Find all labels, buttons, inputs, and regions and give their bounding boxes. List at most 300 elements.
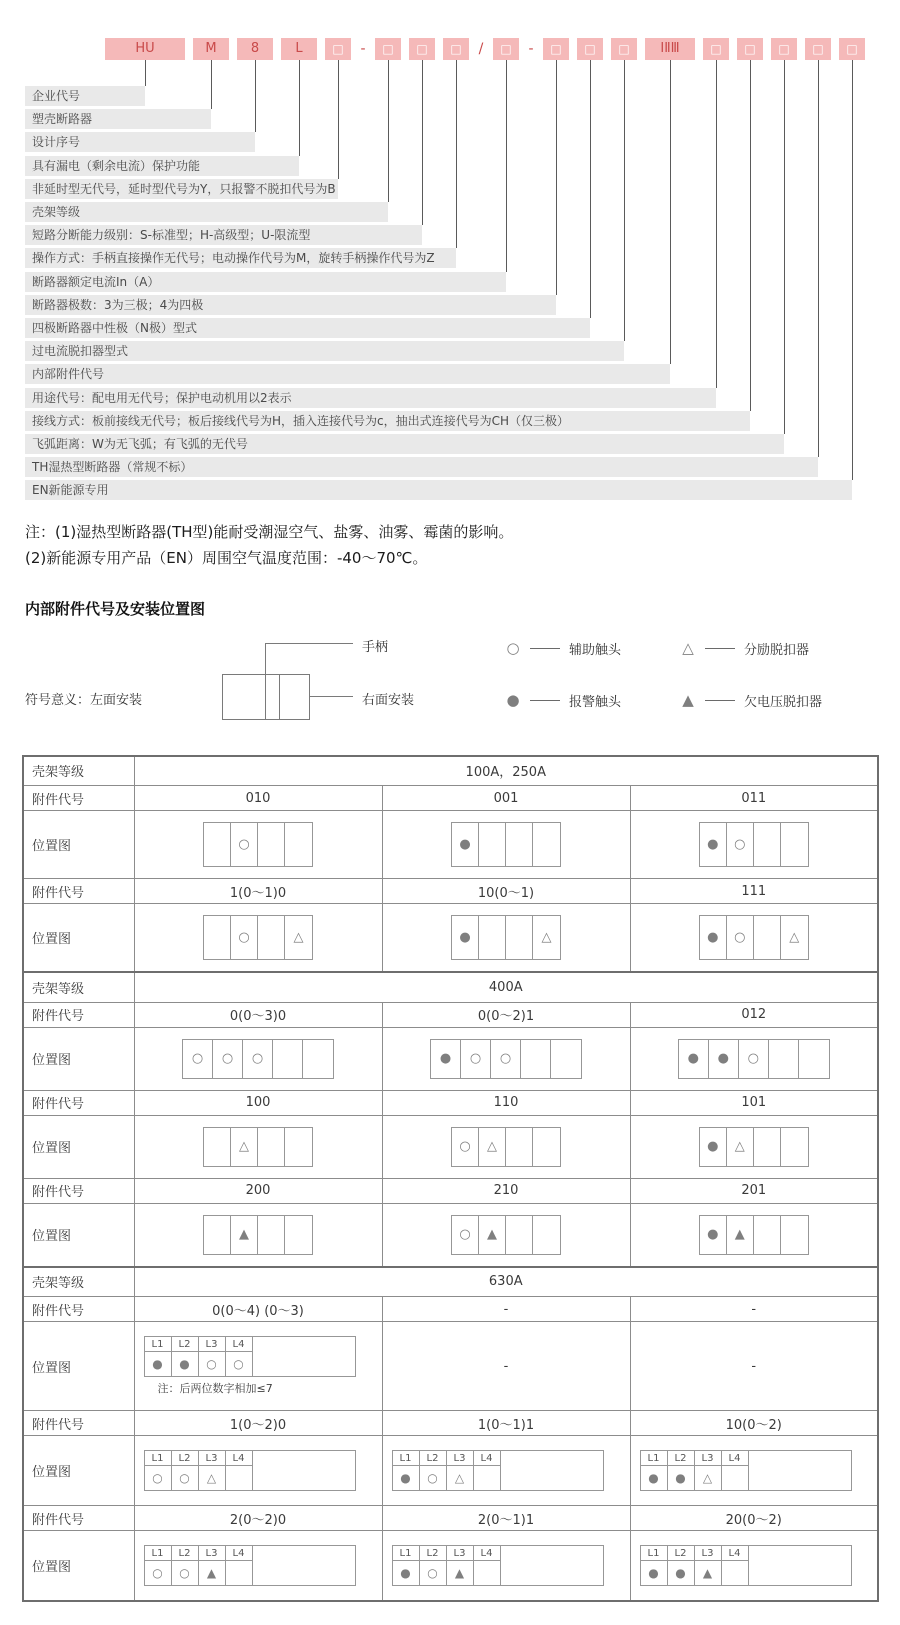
position-header: 位置图 — [23, 1436, 134, 1506]
pole-header: L2 — [668, 1451, 695, 1466]
position-slot — [474, 1561, 501, 1586]
position-slot — [226, 1561, 253, 1586]
aux-contact-symbol: ○ — [747, 1051, 759, 1066]
accessory-code-value: 210 — [382, 1178, 630, 1203]
accessory-code-value: 001 — [382, 786, 630, 811]
aux-contact-symbol: ○ — [459, 1227, 471, 1242]
code-segment-label: 四极断路器中性极（N极）型式 — [25, 318, 590, 338]
accessory-code-header: 附件代号 — [23, 1411, 134, 1436]
position-diagram-cell — [382, 1322, 630, 1411]
position-diagram-labeled — [640, 1450, 852, 1491]
position-diagram-cell — [382, 1027, 630, 1090]
position-diagram — [640, 1450, 852, 1491]
accessory-code-value: 012 — [630, 1002, 878, 1027]
code-segment-label: 断路器极数：3为三极；4为四极 — [25, 295, 556, 315]
position-diagram-labeled — [144, 1450, 356, 1491]
code-separator: - — [360, 41, 366, 57]
undervoltage-release-symbol: ▲ — [682, 691, 694, 709]
position-diagram — [699, 1215, 809, 1255]
position-diagram-cell — [630, 1436, 878, 1506]
alarm-contact-symbol: ● — [707, 1227, 719, 1242]
section-title: 内部附件代号及安装位置图 — [25, 599, 206, 618]
position-slot — [722, 1561, 749, 1586]
accessory-code-value: 110 — [382, 1090, 630, 1115]
position-diagram-cell — [134, 1436, 382, 1506]
position-diagram-cell — [134, 811, 382, 879]
pole-header: L4 — [226, 1546, 253, 1561]
position-slot — [551, 1040, 581, 1078]
code-segment-box: 8 — [237, 38, 273, 60]
position-slot — [506, 1128, 533, 1166]
position-slot — [447, 1561, 474, 1586]
undervoltage-release-symbol: ▲ — [454, 1566, 465, 1580]
accessory-code-header: 附件代号 — [23, 1297, 134, 1322]
legend-dash — [530, 700, 560, 701]
code-segment-box: □ — [611, 38, 637, 60]
code-segment-label: 短路分断能力级别：S-标准型；H-高级型；U-限流型 — [25, 225, 422, 245]
position-diagram — [699, 822, 809, 867]
position-slot — [506, 916, 533, 959]
position-slot — [226, 1466, 253, 1491]
aux-contact-symbol: ○ — [179, 1566, 190, 1580]
position-diagram-labeled — [640, 1545, 852, 1586]
position-slot — [231, 823, 258, 866]
pole-header: L4 — [722, 1451, 749, 1466]
position-diagram-row — [23, 1027, 878, 1090]
accessory-code-value: 10(0～1) — [382, 879, 630, 904]
legend-dash — [705, 648, 735, 649]
position-slot — [641, 1561, 668, 1586]
pole-header: L4 — [474, 1546, 501, 1561]
undervoltage-release-symbol: ▲ — [206, 1566, 217, 1580]
pole-header: L4 — [722, 1546, 749, 1561]
position-diagram-labeled — [144, 1336, 356, 1396]
position-slot — [533, 1216, 560, 1254]
leader-line — [590, 60, 591, 318]
accessory-position-table — [22, 755, 879, 1603]
pole-header: L4 — [226, 1451, 253, 1466]
accessory-code-value: 200 — [134, 1178, 382, 1203]
shunt-release-symbol: △ — [789, 930, 800, 945]
code-segment-label: 断路器额定电流In（A） — [25, 272, 506, 292]
position-diagram — [203, 1127, 313, 1167]
code-segment-label: 设计序号 — [25, 132, 255, 152]
frame-level-row — [23, 1267, 878, 1297]
position-slot — [393, 1561, 420, 1586]
alarm-contact-symbol: ● — [675, 1566, 686, 1580]
shunt-release-symbol: △ — [487, 1139, 497, 1154]
aux-contact-symbol: ○ — [459, 1139, 471, 1154]
position-slot — [769, 1040, 799, 1078]
code-segment-box: ⅠⅡⅢ — [645, 38, 695, 60]
leader-line — [456, 60, 457, 248]
position-diagram — [430, 1039, 582, 1079]
accessory-code-value: - — [630, 1297, 878, 1322]
leader-line — [422, 60, 423, 225]
code-segment-box: □ — [839, 38, 865, 60]
position-slot — [533, 1128, 560, 1166]
position-diagram-row — [23, 904, 878, 973]
position-diagram-cell — [134, 1531, 382, 1602]
pole-header: L3 — [695, 1546, 722, 1561]
code-segment-box: □ — [577, 38, 603, 60]
position-slot — [285, 1128, 312, 1166]
position-slot — [258, 1128, 285, 1166]
alarm-contact-symbol: ● — [400, 1566, 411, 1580]
code-segment-box: □ — [409, 38, 435, 60]
accessory-code-header: 附件代号 — [23, 1002, 134, 1027]
model-code-diagram — [0, 0, 900, 505]
position-slot — [243, 1040, 273, 1078]
frame-level-header: 壳架等级 — [23, 1267, 134, 1297]
aux-contact-symbol: ○ — [152, 1566, 163, 1580]
frame-level-value: 400A — [134, 972, 878, 1002]
position-header: 位置图 — [23, 1203, 134, 1267]
pole-header: L2 — [172, 1337, 199, 1352]
alarm-contact-symbol: ● — [707, 930, 719, 945]
position-slot — [447, 1466, 474, 1491]
position-slot — [479, 1216, 506, 1254]
position-diagram-cell — [630, 811, 878, 879]
undervoltage-release-symbol: ▲ — [734, 1227, 745, 1242]
position-slot — [204, 916, 231, 959]
code-segment-label: 内部附件代号 — [25, 364, 670, 384]
position-slot — [479, 916, 506, 959]
handle-connector-line — [265, 643, 353, 644]
code-segment-box: □ — [443, 38, 469, 60]
position-diagram — [392, 1545, 604, 1586]
aux-contact-symbol: ○ — [206, 1357, 217, 1371]
accessory-code-header: 附件代号 — [23, 1178, 134, 1203]
handle-label: 手柄 — [362, 639, 389, 655]
position-slot — [754, 1128, 781, 1166]
position-diagram — [699, 1127, 809, 1167]
position-diagram-cell — [382, 1203, 630, 1267]
code-segment-box: HU — [105, 38, 185, 60]
position-diagram-row — [23, 1115, 878, 1178]
alarm-contact-symbol: ● — [400, 1471, 411, 1485]
position-slot — [641, 1466, 668, 1491]
pole-grid — [393, 1451, 603, 1491]
position-diagram-row — [23, 811, 878, 879]
code-segment-label: 企业代号 — [25, 86, 145, 106]
pole-header: L1 — [393, 1546, 420, 1561]
shunt-release-symbol: △ — [734, 1139, 745, 1154]
shunt-release-symbol: △ — [454, 1471, 465, 1485]
pole-header: L2 — [420, 1451, 447, 1466]
code-segment-label: 非延时型无代号，延时型代号为Y，只报警不脱扣代号为B — [25, 179, 338, 199]
aux-contact-symbol: ○ — [191, 1051, 204, 1066]
legend-dash — [530, 648, 560, 649]
position-header: 位置图 — [23, 1115, 134, 1178]
position-diagram-labeled — [392, 1450, 604, 1491]
right-install-label: 右面安装 — [362, 692, 415, 708]
pole-grid — [145, 1451, 355, 1491]
legend-item-label: 辅助触头 — [569, 642, 622, 658]
position-slot — [754, 916, 781, 959]
position-slot — [727, 823, 754, 866]
position-slot — [172, 1561, 199, 1586]
code-segment-label: 壳架等级 — [25, 202, 388, 222]
frame-level-value: 100A，250A — [134, 756, 878, 786]
code-segment-box: L — [281, 38, 317, 60]
legend-item-label: 欠电压脱扣器 — [744, 694, 823, 710]
position-slot — [533, 916, 560, 959]
handle-connector-line — [265, 643, 266, 674]
code-separator: - — [528, 41, 534, 57]
accessory-code-row — [23, 879, 878, 904]
diagram-divider — [265, 675, 266, 719]
position-slot — [204, 1216, 231, 1254]
accessory-code-value: 1(0～2)0 — [134, 1411, 382, 1436]
pole-header: L3 — [447, 1451, 474, 1466]
position-slot — [226, 1352, 253, 1377]
position-slot — [420, 1561, 447, 1586]
code-segment-label: 飞弧距离：W为无飞弧；有飞弧的无代号 — [25, 434, 784, 454]
shunt-release-symbol: △ — [239, 1139, 249, 1154]
position-slot — [231, 916, 258, 959]
position-slot — [273, 1040, 303, 1078]
position-diagram-cell — [630, 1322, 878, 1411]
position-diagram-cell — [630, 1115, 878, 1178]
position-slot — [213, 1040, 243, 1078]
alarm-contact-symbol: ● — [439, 1051, 452, 1066]
position-slot — [172, 1352, 199, 1377]
position-slot — [199, 1561, 226, 1586]
code-segment-box: □ — [375, 38, 401, 60]
accessory-code-row — [23, 1090, 878, 1115]
accessory-code-row — [23, 1506, 878, 1531]
pole-grid — [641, 1451, 851, 1491]
right-install-connector-line — [310, 696, 353, 697]
pole-header: L2 — [420, 1546, 447, 1561]
leader-line — [388, 60, 389, 202]
frame-level-row — [23, 756, 878, 786]
position-diagram-cell — [382, 904, 630, 973]
position-slot — [479, 823, 506, 866]
note-line: (2)新能源专用产品（EN）周围空气温度范围：-40～70℃。 — [25, 549, 428, 568]
pole-header: L1 — [145, 1546, 172, 1561]
position-diagram-cell — [134, 1322, 382, 1411]
position-diagram-cell — [630, 1027, 878, 1090]
position-diagram — [451, 1215, 561, 1255]
position-diagram — [203, 1215, 313, 1255]
accessory-code-value: 010 — [134, 786, 382, 811]
code-segment-box: □ — [543, 38, 569, 60]
position-slot — [285, 1216, 312, 1254]
position-slot — [258, 916, 285, 959]
position-diagram-row — [23, 1436, 878, 1506]
accessory-code-value: 201 — [630, 1178, 878, 1203]
position-diagram — [182, 1039, 334, 1079]
shunt-release-symbol: △ — [702, 1471, 713, 1485]
position-diagram — [392, 1450, 604, 1491]
accessory-code-row — [23, 1002, 878, 1027]
position-slot — [727, 916, 754, 959]
legend-item — [505, 691, 621, 710]
alarm-contact-symbol: ● — [648, 1471, 659, 1485]
pole-header: L3 — [199, 1451, 226, 1466]
position-diagram — [144, 1336, 356, 1377]
alarm-contact-symbol: ● — [707, 1139, 719, 1154]
frame-level-value: 630A — [134, 1267, 878, 1297]
code-segment-label: 过电流脱扣器型式 — [25, 341, 624, 361]
code-segment-label: EN新能源专用 — [25, 480, 852, 500]
legend-item-label: 报警触头 — [569, 694, 622, 710]
position-slot — [754, 823, 781, 866]
alarm-contact-symbol: ● — [717, 1051, 729, 1066]
aux-contact-symbol: ○ — [734, 930, 746, 945]
aux-contact-symbol: ○ — [506, 639, 520, 657]
accessory-code-row — [23, 786, 878, 811]
position-slot — [479, 1128, 506, 1166]
aux-contact-symbol: ○ — [427, 1566, 438, 1580]
frame-level-header: 壳架等级 — [23, 972, 134, 1002]
position-header: 位置图 — [23, 1322, 134, 1411]
alarm-contact-symbol: ● — [179, 1357, 190, 1371]
aux-contact-symbol: ○ — [221, 1051, 234, 1066]
position-slot — [303, 1040, 333, 1078]
aux-contact-symbol: ○ — [469, 1051, 482, 1066]
position-diagram-cell — [134, 1115, 382, 1178]
alarm-contact-symbol: ● — [648, 1566, 659, 1580]
undervoltage-release-symbol: ▲ — [487, 1227, 497, 1242]
accessory-code-value: 1(0～1)0 — [134, 879, 382, 904]
position-slot — [709, 1040, 739, 1078]
accessory-code-value: 0(0～4) (0～3) — [134, 1297, 382, 1322]
pole-grid — [145, 1546, 355, 1586]
accessory-code-row — [23, 1297, 878, 1322]
position-header: 位置图 — [23, 1027, 134, 1090]
alarm-contact-symbol: ● — [152, 1357, 163, 1371]
position-slot — [700, 823, 727, 866]
pole-grid — [393, 1546, 603, 1586]
position-diagram — [451, 915, 561, 960]
leader-line — [338, 60, 339, 179]
aux-contact-symbol: ○ — [251, 1051, 264, 1066]
aux-contact-symbol: ○ — [233, 1357, 244, 1371]
frame-level-row — [23, 972, 878, 1002]
position-slot — [393, 1466, 420, 1491]
position-slot — [700, 916, 727, 959]
position-diagram-row — [23, 1322, 878, 1411]
position-slot — [506, 823, 533, 866]
code-segment-label: 塑壳断路器 — [25, 109, 211, 129]
position-diagram-labeled — [144, 1545, 356, 1586]
position-slot — [231, 1128, 258, 1166]
aux-contact-symbol: ○ — [152, 1471, 163, 1485]
alarm-contact-symbol: ● — [675, 1471, 686, 1485]
code-segment-box: □ — [737, 38, 763, 60]
position-slot — [420, 1466, 447, 1491]
position-slot — [145, 1352, 172, 1377]
position-slot — [727, 1216, 754, 1254]
position-slot — [739, 1040, 769, 1078]
position-slot — [204, 1128, 231, 1166]
pole-header: L2 — [172, 1546, 199, 1561]
undervoltage-release-symbol: ▲ — [702, 1566, 713, 1580]
leader-line — [299, 60, 300, 156]
position-diagram — [640, 1545, 852, 1586]
position-slot — [431, 1040, 461, 1078]
alarm-contact-symbol: ● — [707, 837, 719, 852]
shunt-release-symbol: △ — [293, 930, 304, 945]
position-diagram-cell — [134, 904, 382, 973]
accessory-code-value: 011 — [630, 786, 878, 811]
position-slot — [452, 823, 479, 866]
accessory-code-header: 附件代号 — [23, 879, 134, 904]
legend-item — [680, 691, 822, 710]
symbol-meaning-label: 符号意义：左面安装 — [25, 692, 143, 708]
position-diagram — [203, 822, 313, 867]
position-slot — [695, 1466, 722, 1491]
breaker-install-diagram — [222, 674, 310, 720]
shunt-release-symbol: △ — [206, 1471, 217, 1485]
position-slot — [285, 916, 312, 959]
position-diagram-cell — [630, 1531, 878, 1602]
leader-line — [750, 60, 751, 411]
code-separator: / — [478, 41, 484, 57]
position-slot — [452, 916, 479, 959]
position-slot — [199, 1466, 226, 1491]
alarm-contact-symbol: ● — [687, 1051, 699, 1066]
position-diagram — [144, 1450, 356, 1491]
position-diagram-cell — [134, 1027, 382, 1090]
accessory-code-header: 附件代号 — [23, 786, 134, 811]
alarm-contact-symbol: ● — [506, 691, 520, 709]
symbol-legend — [0, 629, 900, 743]
pole-header: L3 — [695, 1451, 722, 1466]
position-diagram — [451, 1127, 561, 1167]
leader-line — [852, 60, 853, 480]
accessory-code-value: 10(0～2) — [630, 1411, 878, 1436]
leader-line — [818, 60, 819, 457]
accessory-code-value: 111 — [630, 879, 878, 904]
code-segment-box: M — [193, 38, 229, 60]
aux-contact-symbol: ○ — [734, 837, 746, 852]
alarm-contact-symbol: ● — [459, 930, 471, 945]
position-slot — [506, 1216, 533, 1254]
position-diagram-cell — [134, 1203, 382, 1267]
pole-header: L3 — [199, 1546, 226, 1561]
aux-contact-symbol: ○ — [179, 1471, 190, 1485]
position-slot — [231, 1216, 258, 1254]
accessory-code-row — [23, 1178, 878, 1203]
position-slot — [695, 1561, 722, 1586]
position-header: 位置图 — [23, 1531, 134, 1602]
accessory-code-value: 2(0～1)1 — [382, 1506, 630, 1531]
position-slot — [781, 1216, 808, 1254]
pole-header: L3 — [447, 1546, 474, 1561]
position-slot — [204, 823, 231, 866]
leader-line — [670, 60, 671, 364]
leader-line — [145, 60, 146, 86]
position-slot — [285, 823, 312, 866]
code-segment-label: 用途代号：配电用无代号；保护电动机用以2表示 — [25, 388, 716, 408]
pole-header: L1 — [145, 1337, 172, 1352]
position-slot — [781, 916, 808, 959]
position-slot — [199, 1352, 226, 1377]
aux-contact-symbol: ○ — [427, 1471, 438, 1485]
shunt-release-symbol: △ — [682, 639, 694, 657]
position-slot — [145, 1561, 172, 1586]
position-slot — [521, 1040, 551, 1078]
position-slot — [172, 1466, 199, 1491]
position-slot — [700, 1216, 727, 1254]
position-slot — [145, 1466, 172, 1491]
pole-header: L4 — [226, 1337, 253, 1352]
position-diagram-row — [23, 1203, 878, 1267]
